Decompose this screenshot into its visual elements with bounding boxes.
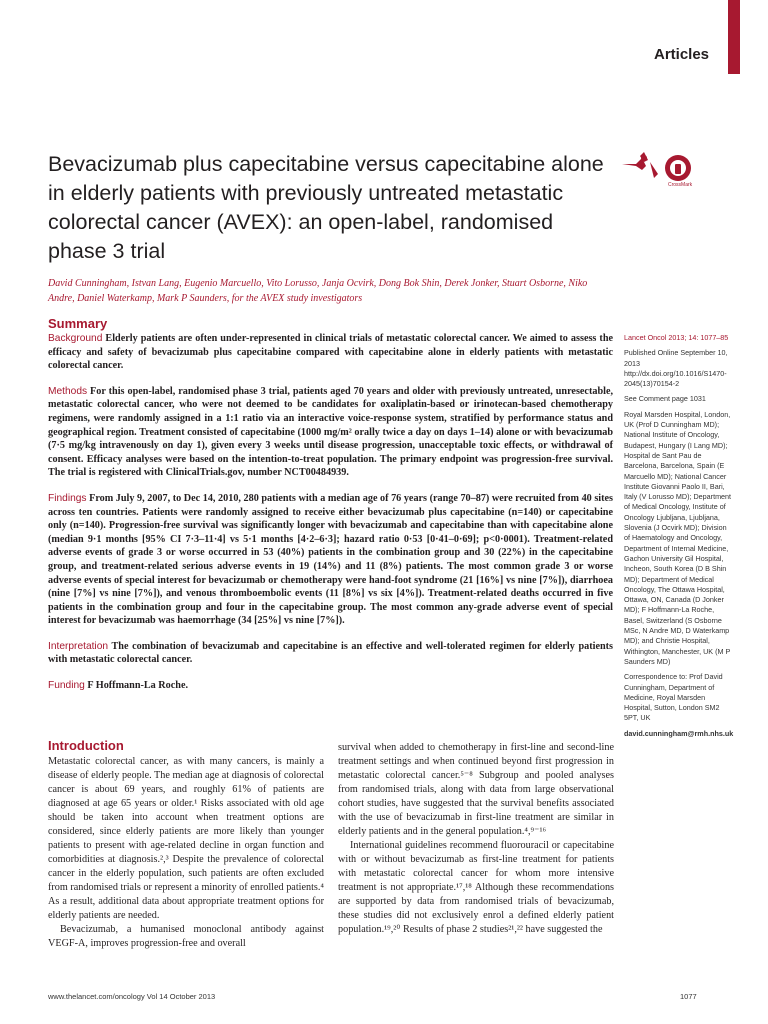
findings-text: From July 9, 2007, to Dec 14, 2010, 280 patients with a median age of 76 years (range 70–87) were recruited from 40 sites across ten countries. Patients were randomly assigned to receive either bevacizumab plus capecitabine (n=140) or capecitabine only (n=140). Progression-free survival was significantly longer with bevacizumab and capecitabine than with capecitabine alone (median 9·1 months [95% CI 7·3–11·4] vs 5·1 months [4·2–6·3]; hazard ratio 0·53 [0·41–0·69]; p<0·0001). Treatment-related adverse events of grade 3 or worse occurred in 53 (40%) patients in the combination group and 30 (22%) in the capecitabine group, and treatment-related serious adverse events in 19 (14%) and 11 (8%) patients. The most common grade 3 or worse adverse events of special interest for bevacizumab or chemotherapy were hand-foot syndrome (21 [16%] vs nine [7%]), diarrhoea (nine [7%] vs nine [7%]), and venous thromboembolic events (11 [8%] vs six [4%]). Treatment-related deaths occurred in five patients in the combination group and four in the capecitabine group. The most common any-grade adverse event of special interest for bevacizumab was haemorrhage (34 [25%] vs nine [7%]). (48, 492, 614, 627)
crossmark-icon (620, 152, 696, 188)
published-online[interactable]: Published Online September 10, 2013 http://dx.doi.org/10.1016/S1470-2045(13)70154-2 (624, 348, 728, 389)
background-label: Background (48, 333, 103, 344)
citation: Lancet Oncol 2013; 14: 1077–85 (624, 333, 729, 342)
footer-journal-line[interactable]: www.thelancet.com/oncology Vol 14 October 2013 (48, 992, 216, 1001)
body-column-2 (338, 741, 614, 937)
methods-label: Methods (48, 385, 88, 397)
background-paragraph (48, 332, 613, 373)
section-tag: Articles (654, 46, 710, 63)
correspondence: Correspondence to: Prof David Cunningham, Department of Medicine, Royal Marsden Hospital, Sutton, London SM2 5PT, UK (624, 672, 723, 723)
intro-paragraph-2: Bevacizumab, a humanised monoclonal antibody against VEGF-A, improves progression-free and overall (48, 924, 324, 949)
side-notes (624, 333, 732, 744)
section-color-tab (728, 0, 740, 74)
interpretation-label: Interpretation (48, 640, 109, 652)
see-comment-link[interactable]: See Comment page 1031 (624, 394, 706, 404)
funding-label: Funding (48, 680, 85, 692)
page-number: 1077 (680, 992, 697, 1001)
crossmark-label: CrossMark (668, 182, 693, 188)
interpretation-text: The combination of bevacizumab and capecitabine is an effective and well-tolerated regimen for elderly patients with metastatic colorectal cancer. (48, 640, 613, 666)
summary-heading: Summary (48, 316, 108, 331)
methods-text: For this open-label, randomised phase 3 trial, patients aged 70 years and older with previously untreated, unresectable, metastatic colorectal cancer, who were not deemed to be candidates for oxaliplatin-based or irinotecan-based chemotherapy regimens, were randomly assigned in a 1:1 ratio via an interactive voice-response system, stratified by performance status and geographical region. Treatment consisted of capecitabine (1000 mg/m² orally twice a day on days 1–14) alone or with bevacizumab (7·5 mg/kg intravenously on day 1), given every 3 weeks until disease progression, unacceptable toxic effects, or withdrawal of consent. Efficacy analyses were based on the intention-to-treat population. The primary endpoint was progression-free survival. The trial is registered with ClinicalTrials.gov, number NCT00484939. (48, 385, 614, 479)
intro-paragraph-4: International guidelines recommend fluorouracil or capecitabine with or without bevacizumab as first-line treatment for patients with metastatic colorectal cancer for whom more intensive treatment is not appropriate.¹⁷,¹⁸ Although these recommendations are supported by data from randomised trials of bevacizumab, these studies did not exclusively enrol a defined elderly patient population.¹⁹,²⁰ Results of phase 2 studies²¹,²² have suggested the (338, 840, 614, 935)
crossmark-logo[interactable] (620, 152, 696, 188)
background-text: Elderly patients are often under-represented in clinical trials of metastatic colorectal cancer. We aimed to assess the efficacy and safety of bevacizumab plus capecitabine compared with capecitabine alone in elderly patients with metastatic colorectal cancer. (48, 333, 614, 372)
affiliations: Royal Marsden Hospital, London, UK (Prof D Cunningham MD); National Institute of Oncology, Budapest, Hungary (I Lang MD); Hospital de Sant Pau de Barcelona, Barcelona, Spain (E Marcuello MD); National Cancer Institute Giovanni Paolo II, Bari, Italy (V Lorusso MD); Department of Medical Oncology, Institute of Oncology Ljubljana, Ljubljana, Slovenia (J Ocvirk MD); Division of Haematology and Oncology, Department of Internal Medicine, Gachon University Gil Hospital, Incheon, South Korea (D B Shin MD); Department of Medical Oncology, The Ottawa Hospital, Ottawa, ON, Canada (D Jonker MD); F Hoffmann-La Roche, Basel, Switzerland (S Osborne MSc, N Andre MD, D Waterkamp MD); and Christie Hospital, Withington, Manchester, UK (M P Saunders MD) (624, 409, 732, 666)
funding-text: F Hoffmann-La Roche. (87, 680, 189, 692)
introduction-heading: Introduction (48, 738, 124, 753)
abstract (48, 332, 613, 705)
funding-paragraph (48, 679, 613, 693)
intro-paragraph-3: survival when added to chemotherapy in first-line and second-line treatment settings and when continued beyond first progression in metastatic colorectal cancer.⁵⁻⁸ Subgroup and pooled analyses from randomised trials, along with data from large observational cohort studies, have suggested that the survival benefits associated with the use of bevacizumab in first-line treatment are similar in elderly patients and in the general population.⁴,⁹⁻¹⁶ (338, 742, 614, 837)
article-title: Bevacizumab plus capecitabine versus capecitabine alone in elderly patients with previously untreated metastatic colorectal cancer (AVEX): an open-label, randomised phase 3 trial (48, 152, 604, 263)
author-list: David Cunningham, Istvan Lang, Eugenio Marcuello, Vito Lorusso, Janja Ocvirk, Dong Bok Shin, Derek Jonker, Stuart Osborne, Niko Andre, Daniel Waterkamp, Mark P Saunders, for the AVEX study investigators (48, 278, 588, 304)
methods-paragraph (48, 385, 613, 480)
body-column-1 (48, 755, 324, 951)
intro-paragraph-1: Metastatic colorectal cancer, as with many cancers, is mainly a disease of elderly people. The median age at diagnosis of colorectal cancer is about 69 years, and roughly 61% of patients are diagnosed at age 65 years or older.¹ Risks associated with old age should be taken into account when treatment options are considered, since elderly patients are more likely than younger patients to present with age-related decline in organ function and comorbidities at diagnosis.²,³ Despite the prevalence of colorectal cancer in the elderly population, such patients are often excluded from randomised trials or represent a minority of enrolled patients.⁴ As a result, additional data about appropriate treatment options for elderly patients are needed. (48, 756, 324, 921)
email-link[interactable]: david.cunningham@rmh.nhs.uk (624, 728, 734, 738)
findings-paragraph (48, 492, 613, 628)
interpretation-paragraph (48, 640, 613, 667)
findings-label: Findings (48, 492, 87, 504)
